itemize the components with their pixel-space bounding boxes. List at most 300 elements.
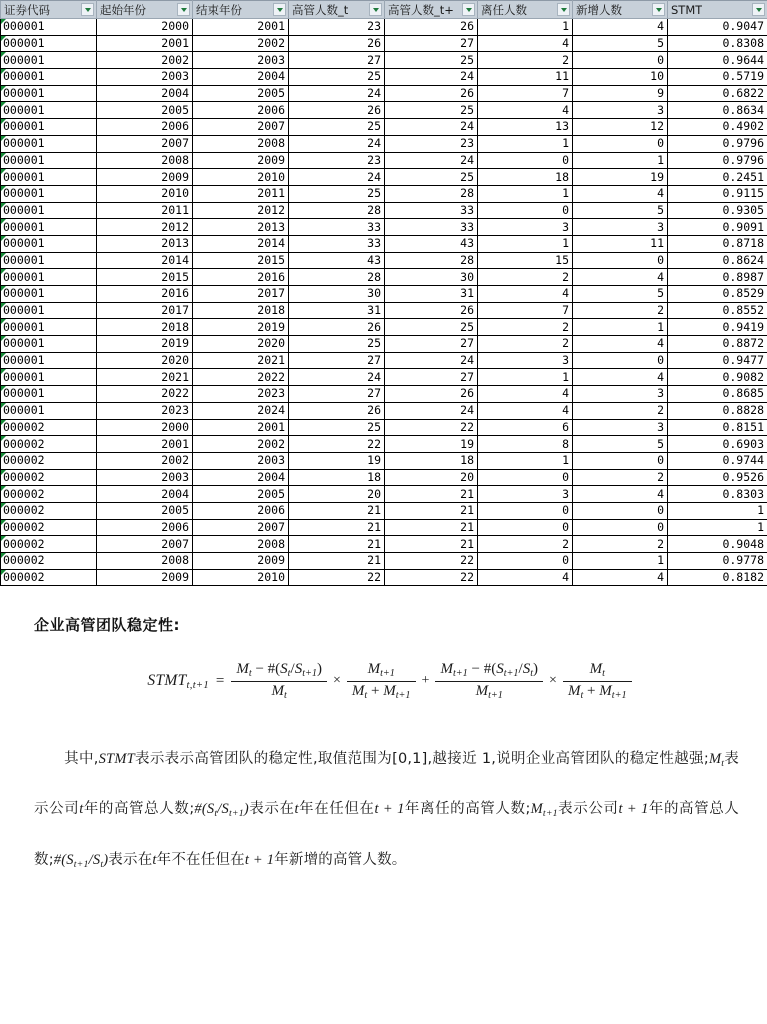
cell-r27-c1[interactable]: 2003 [97,469,193,486]
cell-r33-c0[interactable]: 000002 [1,569,97,586]
cell-r27-c5[interactable]: 0 [478,469,573,486]
cell-r8-c4[interactable]: 24 [385,152,478,169]
cell-r31-c3[interactable]: 21 [289,536,385,553]
cell-r24-c6[interactable]: 3 [573,419,668,436]
cell-r28-c4[interactable]: 21 [385,486,478,503]
cell-r1-c3[interactable]: 26 [289,35,385,52]
cell-r19-c3[interactable]: 25 [289,336,385,353]
cell-r30-c7[interactable]: 1 [668,519,767,536]
cell-r12-c2[interactable]: 2013 [193,219,289,236]
cell-r26-c5[interactable]: 1 [478,452,573,469]
cell-r23-c1[interactable]: 2023 [97,402,193,419]
cell-r32-c6[interactable]: 1 [573,553,668,570]
cell-r24-c3[interactable]: 25 [289,419,385,436]
table-row[interactable] [1,469,767,486]
cell-r33-c5[interactable]: 4 [478,569,573,586]
cell-r1-c7[interactable]: 0.8308 [668,35,767,52]
table-row[interactable] [1,519,767,536]
filter-dropdown-icon[interactable] [81,3,94,16]
cell-r20-c6[interactable]: 0 [573,352,668,369]
cell-r14-c7[interactable]: 0.8624 [668,252,767,269]
cell-r25-c1[interactable]: 2001 [97,436,193,453]
cell-r2-c6[interactable]: 0 [573,52,668,69]
cell-r19-c1[interactable]: 2019 [97,336,193,353]
cell-r9-c6[interactable]: 19 [573,169,668,186]
cell-r6-c6[interactable]: 12 [573,119,668,136]
cell-r26-c3[interactable]: 19 [289,452,385,469]
cell-r7-c3[interactable]: 24 [289,135,385,152]
cell-r4-c0[interactable]: 000001 [1,85,97,102]
cell-r27-c3[interactable]: 18 [289,469,385,486]
cell-r10-c7[interactable]: 0.9115 [668,185,767,202]
table-row[interactable] [1,269,767,286]
cell-r20-c5[interactable]: 3 [478,352,573,369]
cell-r31-c0[interactable]: 000002 [1,536,97,553]
cell-r21-c2[interactable]: 2022 [193,369,289,386]
cell-r19-c5[interactable]: 2 [478,336,573,353]
cell-r8-c6[interactable]: 1 [573,152,668,169]
cell-r15-c3[interactable]: 28 [289,269,385,286]
cell-r26-c6[interactable]: 0 [573,452,668,469]
cell-r20-c3[interactable]: 27 [289,352,385,369]
cell-r15-c7[interactable]: 0.8987 [668,269,767,286]
cell-r22-c2[interactable]: 2023 [193,386,289,403]
cell-r4-c7[interactable]: 0.6822 [668,85,767,102]
table-row[interactable] [1,119,767,136]
cell-r28-c6[interactable]: 4 [573,486,668,503]
cell-r10-c2[interactable]: 2011 [193,185,289,202]
filter-dropdown-icon[interactable] [462,3,475,16]
cell-r19-c6[interactable]: 4 [573,336,668,353]
cell-r0-c2[interactable]: 2001 [193,19,289,36]
cell-r10-c3[interactable]: 25 [289,185,385,202]
cell-r9-c5[interactable]: 18 [478,169,573,186]
cell-r25-c2[interactable]: 2002 [193,436,289,453]
cell-r29-c5[interactable]: 0 [478,502,573,519]
cell-r29-c7[interactable]: 1 [668,502,767,519]
cell-r27-c6[interactable]: 2 [573,469,668,486]
cell-r8-c3[interactable]: 23 [289,152,385,169]
cell-r30-c3[interactable]: 21 [289,519,385,536]
cell-r15-c4[interactable]: 30 [385,269,478,286]
cell-r14-c0[interactable]: 000001 [1,252,97,269]
cell-r32-c2[interactable]: 2009 [193,553,289,570]
cell-r5-c2[interactable]: 2006 [193,102,289,119]
cell-r20-c2[interactable]: 2021 [193,352,289,369]
cell-r28-c7[interactable]: 0.8303 [668,486,767,503]
cell-r8-c5[interactable]: 0 [478,152,573,169]
cell-r28-c2[interactable]: 2005 [193,486,289,503]
cell-r0-c0[interactable]: 000001 [1,19,97,36]
cell-r29-c0[interactable]: 000002 [1,502,97,519]
cell-r11-c6[interactable]: 5 [573,202,668,219]
cell-r12-c0[interactable]: 000001 [1,219,97,236]
filter-dropdown-icon[interactable] [557,3,570,16]
cell-r0-c3[interactable]: 23 [289,19,385,36]
cell-r11-c4[interactable]: 33 [385,202,478,219]
cell-r7-c4[interactable]: 23 [385,135,478,152]
cell-r2-c1[interactable]: 2002 [97,52,193,69]
cell-r19-c7[interactable]: 0.8872 [668,336,767,353]
cell-r26-c4[interactable]: 18 [385,452,478,469]
cell-r9-c0[interactable]: 000001 [1,169,97,186]
cell-r13-c6[interactable]: 11 [573,235,668,252]
cell-r1-c5[interactable]: 4 [478,35,573,52]
cell-r25-c0[interactable]: 000002 [1,436,97,453]
table-row[interactable] [1,35,767,52]
filter-dropdown-icon[interactable] [273,3,286,16]
cell-r18-c1[interactable]: 2018 [97,319,193,336]
cell-r33-c4[interactable]: 22 [385,569,478,586]
cell-r21-c0[interactable]: 000001 [1,369,97,386]
cell-r17-c2[interactable]: 2018 [193,302,289,319]
cell-r11-c1[interactable]: 2011 [97,202,193,219]
table-row[interactable] [1,553,767,570]
cell-r9-c1[interactable]: 2009 [97,169,193,186]
cell-r0-c5[interactable]: 1 [478,19,573,36]
cell-r17-c1[interactable]: 2017 [97,302,193,319]
table-row[interactable] [1,302,767,319]
cell-r24-c2[interactable]: 2001 [193,419,289,436]
cell-r30-c2[interactable]: 2007 [193,519,289,536]
cell-r14-c3[interactable]: 43 [289,252,385,269]
cell-r13-c4[interactable]: 43 [385,235,478,252]
cell-r13-c1[interactable]: 2013 [97,235,193,252]
cell-r31-c5[interactable]: 2 [478,536,573,553]
cell-r20-c0[interactable]: 000001 [1,352,97,369]
cell-r22-c6[interactable]: 3 [573,386,668,403]
cell-r4-c1[interactable]: 2004 [97,85,193,102]
cell-r22-c3[interactable]: 27 [289,386,385,403]
cell-r15-c1[interactable]: 2015 [97,269,193,286]
cell-r24-c7[interactable]: 0.8151 [668,419,767,436]
cell-r14-c5[interactable]: 15 [478,252,573,269]
table-row[interactable] [1,19,767,36]
table-row[interactable] [1,536,767,553]
cell-r6-c5[interactable]: 13 [478,119,573,136]
column-header-0[interactable] [1,1,97,19]
filter-dropdown-icon[interactable] [369,3,382,16]
cell-r4-c2[interactable]: 2005 [193,85,289,102]
cell-r16-c4[interactable]: 31 [385,286,478,303]
cell-r11-c2[interactable]: 2012 [193,202,289,219]
cell-r23-c0[interactable]: 000001 [1,402,97,419]
cell-r23-c4[interactable]: 24 [385,402,478,419]
column-header-1[interactable] [97,1,193,19]
cell-r7-c6[interactable]: 0 [573,135,668,152]
cell-r23-c2[interactable]: 2024 [193,402,289,419]
table-row[interactable] [1,52,767,69]
cell-r14-c2[interactable]: 2015 [193,252,289,269]
cell-r1-c4[interactable]: 27 [385,35,478,52]
table-row[interactable] [1,402,767,419]
cell-r6-c7[interactable]: 0.4902 [668,119,767,136]
cell-r32-c1[interactable]: 2008 [97,553,193,570]
cell-r23-c6[interactable]: 2 [573,402,668,419]
cell-r15-c2[interactable]: 2016 [193,269,289,286]
table-row[interactable] [1,235,767,252]
cell-r9-c3[interactable]: 24 [289,169,385,186]
cell-r2-c0[interactable]: 000001 [1,52,97,69]
cell-r17-c0[interactable]: 000001 [1,302,97,319]
cell-r31-c6[interactable]: 2 [573,536,668,553]
cell-r9-c2[interactable]: 2010 [193,169,289,186]
cell-r13-c0[interactable]: 000001 [1,235,97,252]
cell-r22-c4[interactable]: 26 [385,386,478,403]
cell-r10-c6[interactable]: 4 [573,185,668,202]
cell-r5-c1[interactable]: 2005 [97,102,193,119]
table-row[interactable] [1,336,767,353]
cell-r24-c5[interactable]: 6 [478,419,573,436]
cell-r13-c2[interactable]: 2014 [193,235,289,252]
cell-r28-c3[interactable]: 20 [289,486,385,503]
cell-r16-c6[interactable]: 5 [573,286,668,303]
cell-r9-c4[interactable]: 25 [385,169,478,186]
cell-r20-c7[interactable]: 0.9477 [668,352,767,369]
cell-r5-c6[interactable]: 3 [573,102,668,119]
cell-r31-c1[interactable]: 2007 [97,536,193,553]
cell-r7-c5[interactable]: 1 [478,135,573,152]
cell-r29-c2[interactable]: 2006 [193,502,289,519]
cell-r32-c4[interactable]: 22 [385,553,478,570]
table-row[interactable] [1,452,767,469]
cell-r22-c0[interactable]: 000001 [1,386,97,403]
column-header-3[interactable] [289,1,385,19]
cell-r14-c4[interactable]: 28 [385,252,478,269]
cell-r25-c4[interactable]: 19 [385,436,478,453]
cell-r29-c3[interactable]: 21 [289,502,385,519]
column-header-2[interactable] [193,1,289,19]
cell-r0-c1[interactable]: 2000 [97,19,193,36]
cell-r8-c1[interactable]: 2008 [97,152,193,169]
column-header-7[interactable] [668,1,767,19]
cell-r27-c0[interactable]: 000002 [1,469,97,486]
cell-r25-c3[interactable]: 22 [289,436,385,453]
cell-r19-c0[interactable]: 000001 [1,336,97,353]
cell-r4-c5[interactable]: 7 [478,85,573,102]
cell-r33-c7[interactable]: 0.8182 [668,569,767,586]
cell-r14-c1[interactable]: 2014 [97,252,193,269]
column-header-5[interactable] [478,1,573,19]
cell-r18-c7[interactable]: 0.9419 [668,319,767,336]
cell-r16-c1[interactable]: 2016 [97,286,193,303]
cell-r2-c7[interactable]: 0.9644 [668,52,767,69]
cell-r17-c3[interactable]: 31 [289,302,385,319]
cell-r7-c1[interactable]: 2007 [97,135,193,152]
filter-dropdown-icon[interactable] [177,3,190,16]
table-row[interactable] [1,286,767,303]
cell-r3-c6[interactable]: 10 [573,69,668,86]
cell-r4-c6[interactable]: 9 [573,85,668,102]
cell-r10-c1[interactable]: 2010 [97,185,193,202]
cell-r30-c1[interactable]: 2006 [97,519,193,536]
cell-r1-c6[interactable]: 5 [573,35,668,52]
cell-r11-c0[interactable]: 000001 [1,202,97,219]
cell-r1-c1[interactable]: 2001 [97,35,193,52]
table-row[interactable] [1,219,767,236]
cell-r26-c7[interactable]: 0.9744 [668,452,767,469]
cell-r26-c2[interactable]: 2003 [193,452,289,469]
table-row[interactable] [1,185,767,202]
cell-r5-c7[interactable]: 0.8634 [668,102,767,119]
cell-r0-c7[interactable]: 0.9047 [668,19,767,36]
cell-r18-c5[interactable]: 2 [478,319,573,336]
cell-r16-c3[interactable]: 30 [289,286,385,303]
cell-r31-c2[interactable]: 2008 [193,536,289,553]
cell-r31-c4[interactable]: 21 [385,536,478,553]
cell-r8-c7[interactable]: 0.9796 [668,152,767,169]
cell-r17-c4[interactable]: 26 [385,302,478,319]
cell-r22-c5[interactable]: 4 [478,386,573,403]
table-row[interactable] [1,502,767,519]
cell-r17-c5[interactable]: 7 [478,302,573,319]
cell-r15-c5[interactable]: 2 [478,269,573,286]
cell-r3-c5[interactable]: 11 [478,69,573,86]
cell-r27-c4[interactable]: 20 [385,469,478,486]
cell-r3-c0[interactable]: 000001 [1,69,97,86]
cell-r16-c5[interactable]: 4 [478,286,573,303]
cell-r21-c6[interactable]: 4 [573,369,668,386]
filter-dropdown-icon[interactable] [652,3,665,16]
table-row[interactable] [1,486,767,503]
cell-r16-c0[interactable]: 000001 [1,286,97,303]
cell-r20-c1[interactable]: 2020 [97,352,193,369]
table-row[interactable] [1,152,767,169]
cell-r26-c0[interactable]: 000002 [1,452,97,469]
cell-r12-c6[interactable]: 3 [573,219,668,236]
cell-r30-c0[interactable]: 000002 [1,519,97,536]
cell-r2-c3[interactable]: 27 [289,52,385,69]
cell-r24-c0[interactable]: 000002 [1,419,97,436]
table-row[interactable] [1,369,767,386]
table-row[interactable] [1,202,767,219]
cell-r13-c5[interactable]: 1 [478,235,573,252]
cell-r12-c3[interactable]: 33 [289,219,385,236]
cell-r29-c6[interactable]: 0 [573,502,668,519]
cell-r3-c1[interactable]: 2003 [97,69,193,86]
cell-r28-c1[interactable]: 2004 [97,486,193,503]
cell-r16-c7[interactable]: 0.8529 [668,286,767,303]
cell-r14-c6[interactable]: 0 [573,252,668,269]
cell-r29-c1[interactable]: 2005 [97,502,193,519]
cell-r2-c5[interactable]: 2 [478,52,573,69]
cell-r16-c2[interactable]: 2017 [193,286,289,303]
cell-r6-c3[interactable]: 25 [289,119,385,136]
table-row[interactable] [1,569,767,586]
cell-r6-c1[interactable]: 2006 [97,119,193,136]
cell-r1-c0[interactable]: 000001 [1,35,97,52]
cell-r21-c3[interactable]: 24 [289,369,385,386]
cell-r7-c2[interactable]: 2008 [193,135,289,152]
cell-r28-c5[interactable]: 3 [478,486,573,503]
cell-r27-c7[interactable]: 0.9526 [668,469,767,486]
table-row[interactable] [1,69,767,86]
cell-r22-c1[interactable]: 2022 [97,386,193,403]
cell-r32-c5[interactable]: 0 [478,553,573,570]
cell-r19-c2[interactable]: 2020 [193,336,289,353]
cell-r17-c6[interactable]: 2 [573,302,668,319]
cell-r12-c7[interactable]: 0.9091 [668,219,767,236]
cell-r18-c6[interactable]: 1 [573,319,668,336]
cell-r21-c5[interactable]: 1 [478,369,573,386]
cell-r18-c2[interactable]: 2019 [193,319,289,336]
table-row[interactable] [1,252,767,269]
cell-r18-c4[interactable]: 25 [385,319,478,336]
cell-r28-c0[interactable]: 000002 [1,486,97,503]
cell-r31-c7[interactable]: 0.9048 [668,536,767,553]
cell-r3-c3[interactable]: 25 [289,69,385,86]
table-row[interactable] [1,352,767,369]
cell-r6-c4[interactable]: 24 [385,119,478,136]
cell-r15-c0[interactable]: 000001 [1,269,97,286]
cell-r13-c3[interactable]: 33 [289,235,385,252]
cell-r33-c2[interactable]: 2010 [193,569,289,586]
cell-r20-c4[interactable]: 24 [385,352,478,369]
cell-r25-c7[interactable]: 0.6903 [668,436,767,453]
cell-r3-c7[interactable]: 0.5719 [668,69,767,86]
cell-r12-c4[interactable]: 33 [385,219,478,236]
cell-r32-c3[interactable]: 21 [289,553,385,570]
cell-r6-c2[interactable]: 2007 [193,119,289,136]
cell-r7-c7[interactable]: 0.9796 [668,135,767,152]
cell-r8-c0[interactable]: 000001 [1,152,97,169]
cell-r12-c5[interactable]: 3 [478,219,573,236]
cell-r5-c4[interactable]: 25 [385,102,478,119]
cell-r7-c0[interactable]: 000001 [1,135,97,152]
cell-r2-c2[interactable]: 2003 [193,52,289,69]
cell-r17-c7[interactable]: 0.8552 [668,302,767,319]
table-row[interactable] [1,386,767,403]
cell-r0-c6[interactable]: 4 [573,19,668,36]
column-header-4[interactable] [385,1,478,19]
table-row[interactable] [1,319,767,336]
cell-r5-c3[interactable]: 26 [289,102,385,119]
cell-r4-c4[interactable]: 26 [385,85,478,102]
cell-r15-c6[interactable]: 4 [573,269,668,286]
cell-r10-c0[interactable]: 000001 [1,185,97,202]
cell-r24-c1[interactable]: 2000 [97,419,193,436]
cell-r2-c4[interactable]: 25 [385,52,478,69]
cell-r3-c4[interactable]: 24 [385,69,478,86]
cell-r27-c2[interactable]: 2004 [193,469,289,486]
cell-r30-c5[interactable]: 0 [478,519,573,536]
cell-r21-c4[interactable]: 27 [385,369,478,386]
cell-r21-c7[interactable]: 0.9082 [668,369,767,386]
cell-r18-c3[interactable]: 26 [289,319,385,336]
cell-r23-c5[interactable]: 4 [478,402,573,419]
cell-r10-c4[interactable]: 28 [385,185,478,202]
table-row[interactable] [1,85,767,102]
cell-r30-c4[interactable]: 21 [385,519,478,536]
cell-r30-c6[interactable]: 0 [573,519,668,536]
cell-r26-c1[interactable]: 2002 [97,452,193,469]
cell-r5-c5[interactable]: 4 [478,102,573,119]
cell-r11-c5[interactable]: 0 [478,202,573,219]
table-row[interactable] [1,102,767,119]
table-row[interactable] [1,436,767,453]
column-header-6[interactable] [573,1,668,19]
cell-r24-c4[interactable]: 22 [385,419,478,436]
cell-r10-c5[interactable]: 1 [478,185,573,202]
cell-r33-c6[interactable]: 4 [573,569,668,586]
cell-r12-c1[interactable]: 2012 [97,219,193,236]
cell-r32-c7[interactable]: 0.9778 [668,553,767,570]
cell-r9-c7[interactable]: 0.2451 [668,169,767,186]
filter-dropdown-icon[interactable] [752,3,765,16]
cell-r23-c3[interactable]: 26 [289,402,385,419]
cell-r21-c1[interactable]: 2021 [97,369,193,386]
table-row[interactable] [1,135,767,152]
